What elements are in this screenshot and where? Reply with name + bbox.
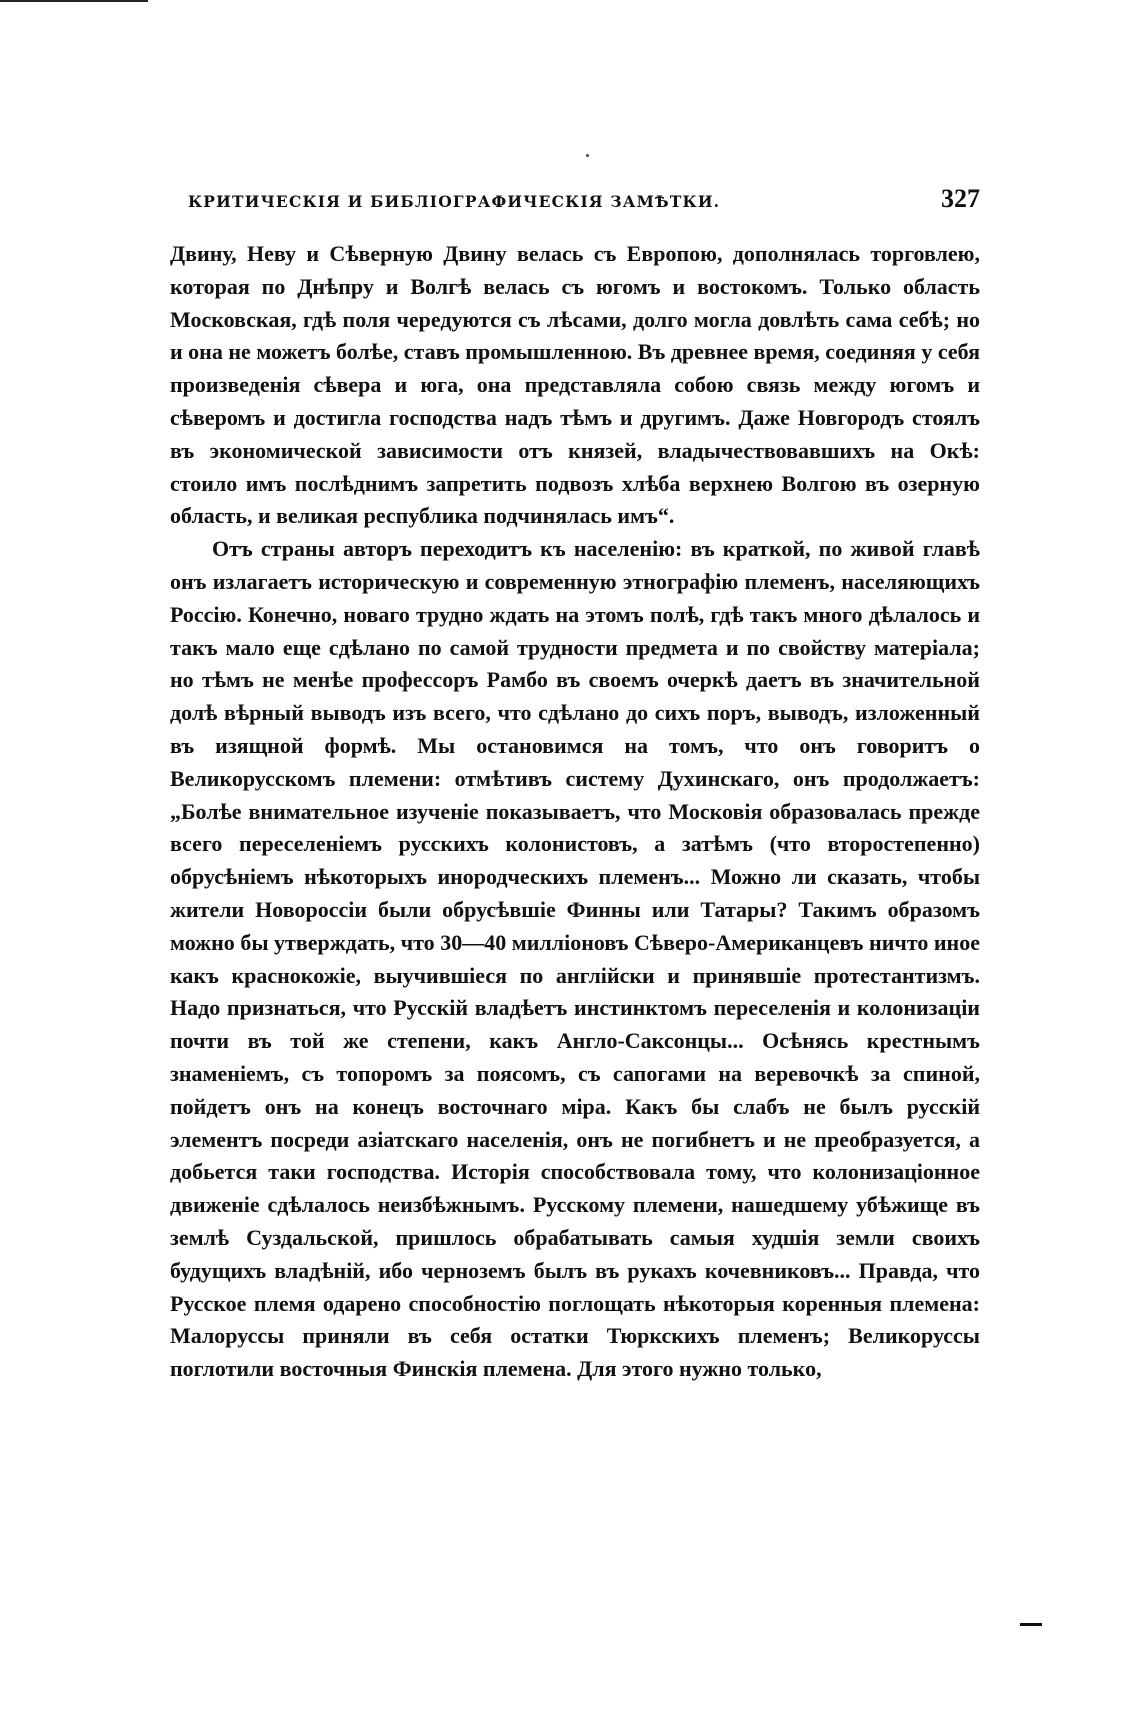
paragraph-continued: Двину, Неву и Сѣверную Двину велась съ Европою, дополнялась торговлею, которая по Днѣпру и Волгѣ велась съ югомъ и востокомъ. Только область Московская, гдѣ поля чередуются съ лѣсами, долго могла довлѣть сама себѣ; но и она не можетъ болѣе, ставъ промышленною. Въ древнее время, соединяя у себя произведенія сѣвера и юга, она представляла собою связь между югомъ и сѣверомъ и достигла господства надъ тѣмъ и другимъ. Даже Новгородъ стоялъ въ экономической зависимости отъ князей, владычествовавшихъ на Окѣ: стоило имъ послѣднимъ запретить подвозъ хлѣба верхнею Волгою въ озерную область, и великая республика подчинялась имъ“.: [170, 241, 980, 529]
page-number: 327: [941, 184, 980, 213]
page-header: [170, 184, 980, 228]
running-head: КРИТИЧЕСКІЯ И БИБЛІОГРАФИЧЕСКІЯ ЗАМѢТКИ.: [188, 192, 721, 211]
scan-edge-mark: [0, 0, 148, 2]
paragraph: Отъ страны авторъ переходитъ къ населенію: въ краткой, по живой главѣ онъ излагаетъ историческую и современную этнографію племенъ, населяющихъ Россію. Конечно, новаго трудно ждать на этомъ полѣ, гдѣ такъ много дѣлалось и такъ мало еще сдѣлано по самой трудности предмета и по свойству матеріала; но тѣмъ не менѣе профессоръ Рамбо въ своемъ очеркѣ даетъ въ значительной долѣ вѣрный выводъ изъ всего, что сдѣлано до сихъ поръ, выводъ, изложенный въ изящной формѣ. Мы остановимся на томъ, что онъ говоритъ о Великорусскомъ племени: отмѣтивъ систему Духинскаго, онъ продолжаетъ: „Болѣе внимательное изученіе показываетъ, что Московія образовалась прежде всего переселеніемъ русскихъ колонистовъ, а затѣмъ (что второстепенно) обрусѣніемъ нѣкоторыхъ инородческихъ племенъ... Можно ли сказать, чтобы жители Новороссіи были обрусѣвшіе Финны или Татары? Такимъ образомъ можно бы утверждать, что 30—40 милліоновъ Сѣверо-Американцевъ ничто иное какъ краснокожіе, выучившіеся по англійски и принявшіе протестантизмъ. Надо признаться, что Русскій владѣетъ инстинктомъ переселенія и колонизаціи почти въ той же степени, какъ Англо-Саксонцы... Осѣнясь крестнымъ знаменіемъ, съ топоромъ за поясомъ, съ сапогами на веревочкѣ за спиной, пойдетъ онъ на конецъ восточнаго міра. Какъ бы слабъ не былъ русскій элементъ посреди азіатскаго населенія, онъ не погибнетъ и не преобразуется, а добьется таки господства. Исторія способствовала тому, что колонизаціонное движеніе сдѣлалось неизбѣжнымъ. Русскому племени, нашедшему убѣжище въ землѣ Суздальской, пришлось обрабатывать самыя худшія земли своихъ будущихъ владѣній, ибо черноземъ былъ въ рукахъ кочевниковъ... Правда, что Русское племя одарено способностію поглощать нѣкоторыя коренныя племена: Малоруссы приняли въ себя остатки Тюркскихъ племенъ; Великоруссы поглотили восточныя Финскія племена. Для этого нужно только,: [170, 536, 980, 1382]
book-page: [170, 184, 980, 1386]
scan-speck: [586, 154, 589, 157]
page-body: [170, 238, 980, 1386]
scan-edge-dash: [1020, 1623, 1042, 1626]
